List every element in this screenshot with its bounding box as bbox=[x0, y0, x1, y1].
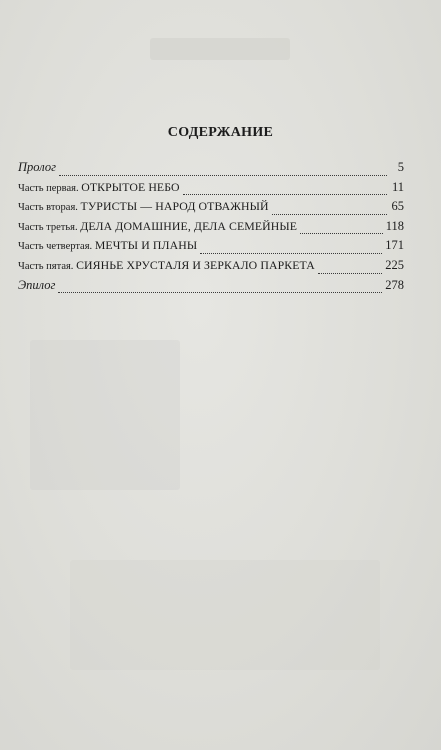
dot-leader bbox=[200, 252, 382, 254]
toc-entry[interactable] bbox=[18, 199, 404, 219]
toc-entry-page: 225 bbox=[385, 257, 404, 272]
dot-leader bbox=[58, 291, 382, 293]
toc-entry-part: Часть третья. bbox=[18, 221, 81, 233]
toc-entry-part: Часть пятая. bbox=[18, 260, 77, 272]
toc-entry-title: ОТКРЫТОЕ НЕБО bbox=[81, 179, 180, 194]
toc-entry-label bbox=[18, 219, 297, 234]
toc-entry-label bbox=[18, 160, 56, 175]
toc-entry[interactable] bbox=[18, 238, 404, 258]
toc-entry-title: ТУРИСТЫ — НАРОД ОТВАЖНЫЙ bbox=[80, 199, 269, 214]
dot-leader bbox=[272, 213, 387, 215]
toc-entry-page: 5 bbox=[397, 160, 404, 174]
toc-entry-title: Эпилог bbox=[18, 277, 56, 292]
toc-entry-label bbox=[18, 258, 315, 273]
show-through-bottom bbox=[70, 560, 380, 670]
toc-entry-page: 171 bbox=[385, 238, 404, 253]
toc-entry-part: Часть четвертая. bbox=[18, 241, 95, 253]
dot-leader bbox=[300, 232, 383, 234]
toc-entry-title: Пролог bbox=[18, 160, 56, 174]
toc-entry-label bbox=[18, 278, 55, 293]
table-of-contents bbox=[18, 160, 404, 297]
toc-entry-title: МЕЧТЫ И ПЛАНЫ bbox=[94, 238, 198, 253]
toc-entry-page: 118 bbox=[385, 218, 404, 233]
toc-entry[interactable] bbox=[18, 258, 404, 278]
toc-entry-label bbox=[18, 238, 197, 253]
toc-entry-part: Часть вторая. bbox=[18, 202, 81, 214]
toc-heading: СОДЕРЖАНИЕ bbox=[167, 125, 274, 140]
toc-entry-label bbox=[18, 180, 180, 195]
toc-entry[interactable] bbox=[18, 219, 404, 239]
show-through-top bbox=[150, 38, 290, 60]
toc-entry[interactable] bbox=[18, 278, 404, 298]
dot-leader bbox=[183, 193, 387, 195]
toc-entry-title: ДЕЛА ДОМАШНИЕ, ДЕЛА СЕМЕЙНЫЕ bbox=[80, 218, 298, 233]
toc-entry-part: Часть первая. bbox=[18, 182, 82, 194]
toc-entry-page: 11 bbox=[391, 179, 404, 194]
toc-entry[interactable] bbox=[18, 180, 404, 200]
dot-leader bbox=[318, 272, 382, 274]
toc-entry-label bbox=[18, 199, 269, 214]
dot-leader bbox=[59, 174, 387, 176]
toc-entry[interactable] bbox=[18, 160, 404, 180]
toc-entry-page: 278 bbox=[385, 277, 404, 292]
show-through-middle bbox=[30, 340, 180, 490]
toc-entry-title: СИЯНЬЕ ХРУСТАЛЯ И ЗЕРКАЛО ПАРКЕТА bbox=[76, 257, 315, 272]
toc-entry-page: 65 bbox=[391, 199, 404, 214]
